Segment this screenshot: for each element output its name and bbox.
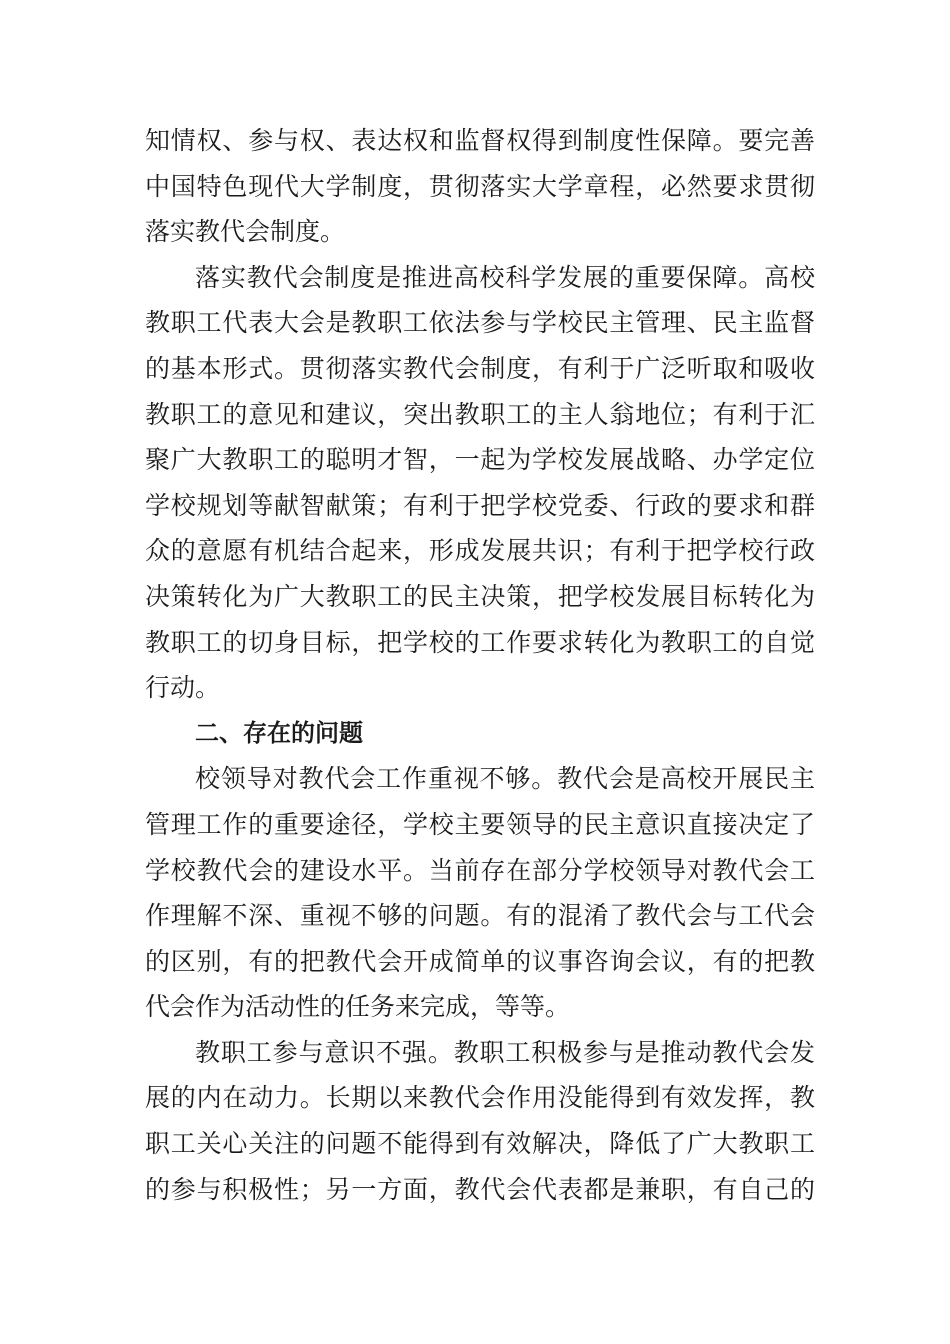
text-line: 教职工的意见和建议，突出教职工的主人翁地位；有利于汇: [145, 399, 815, 429]
text-line: 的参与积极性；另一方面，教代会代表都是兼职，有自己的: [145, 1174, 815, 1204]
text-line: 展的内在动力。长期以来教代会作用没能得到有效发挥，教: [145, 1083, 815, 1113]
section-heading: 二、存在的问题: [195, 718, 363, 747]
text-line: 教职工代表大会是教职工依法参与学校民主管理、民主监督: [145, 308, 815, 338]
text-line: 管理工作的重要途径，学校主要领导的民主意识直接决定了: [145, 809, 815, 839]
text-line: 代会作为活动性的任务来完成，等等。: [145, 992, 571, 1022]
text-line: 落实教代会制度是推进高校科学发展的重要保障。高校: [195, 262, 815, 292]
text-line: 教职工参与意识不强。教职工积极参与是推动教代会发: [195, 1037, 815, 1067]
paragraph-2: [145, 255, 815, 711]
text-line: 教职工的切身目标，把学校的工作要求转化为教职工的自觉: [145, 627, 815, 657]
text-line: 知情权、参与权、表达权和监督权得到制度性保障。要完善: [145, 126, 815, 155]
text-line: 作理解不深、重视不够的问题。有的混淆了教代会与工代会: [145, 901, 815, 931]
paragraph-1: [145, 118, 815, 255]
text-line: 决策转化为广大教职工的民主决策，把学校发展目标转化为: [145, 581, 815, 611]
text-line: 的区别，有的把教代会开成简单的议事咨询会议，有的把教: [145, 946, 815, 976]
text-line: 的基本形式。贯彻落实教代会制度，有利于广泛听取和吸收: [145, 353, 815, 383]
text-line: 行动。: [145, 673, 221, 703]
document-body: [145, 118, 815, 1212]
text-line: 校领导对教代会工作重视不够。教代会是高校开展民主: [195, 764, 815, 794]
paragraph-3: [145, 756, 815, 1030]
text-line: 聚广大教职工的聪明才智，一起为学校发展战略、办学定位: [145, 445, 815, 475]
text-line: 学校规划等献智献策；有利于把学校党委、行政的要求和群: [145, 490, 815, 520]
text-line: 学校教代会的建设水平。当前存在部分学校领导对教代会工: [145, 855, 815, 885]
text-line: 落实教代会制度。: [145, 217, 346, 247]
text-line: 众的意愿有机结合起来，形成发展共识；有利于把学校行政: [145, 536, 815, 566]
paragraph-4: [145, 1030, 815, 1212]
text-line: 中国特色现代大学制度，贯彻落实大学章程，必然要求贯彻: [145, 171, 815, 201]
text-line: 职工关心关注的问题不能得到有效解决，降低了广大教职工: [145, 1129, 815, 1159]
